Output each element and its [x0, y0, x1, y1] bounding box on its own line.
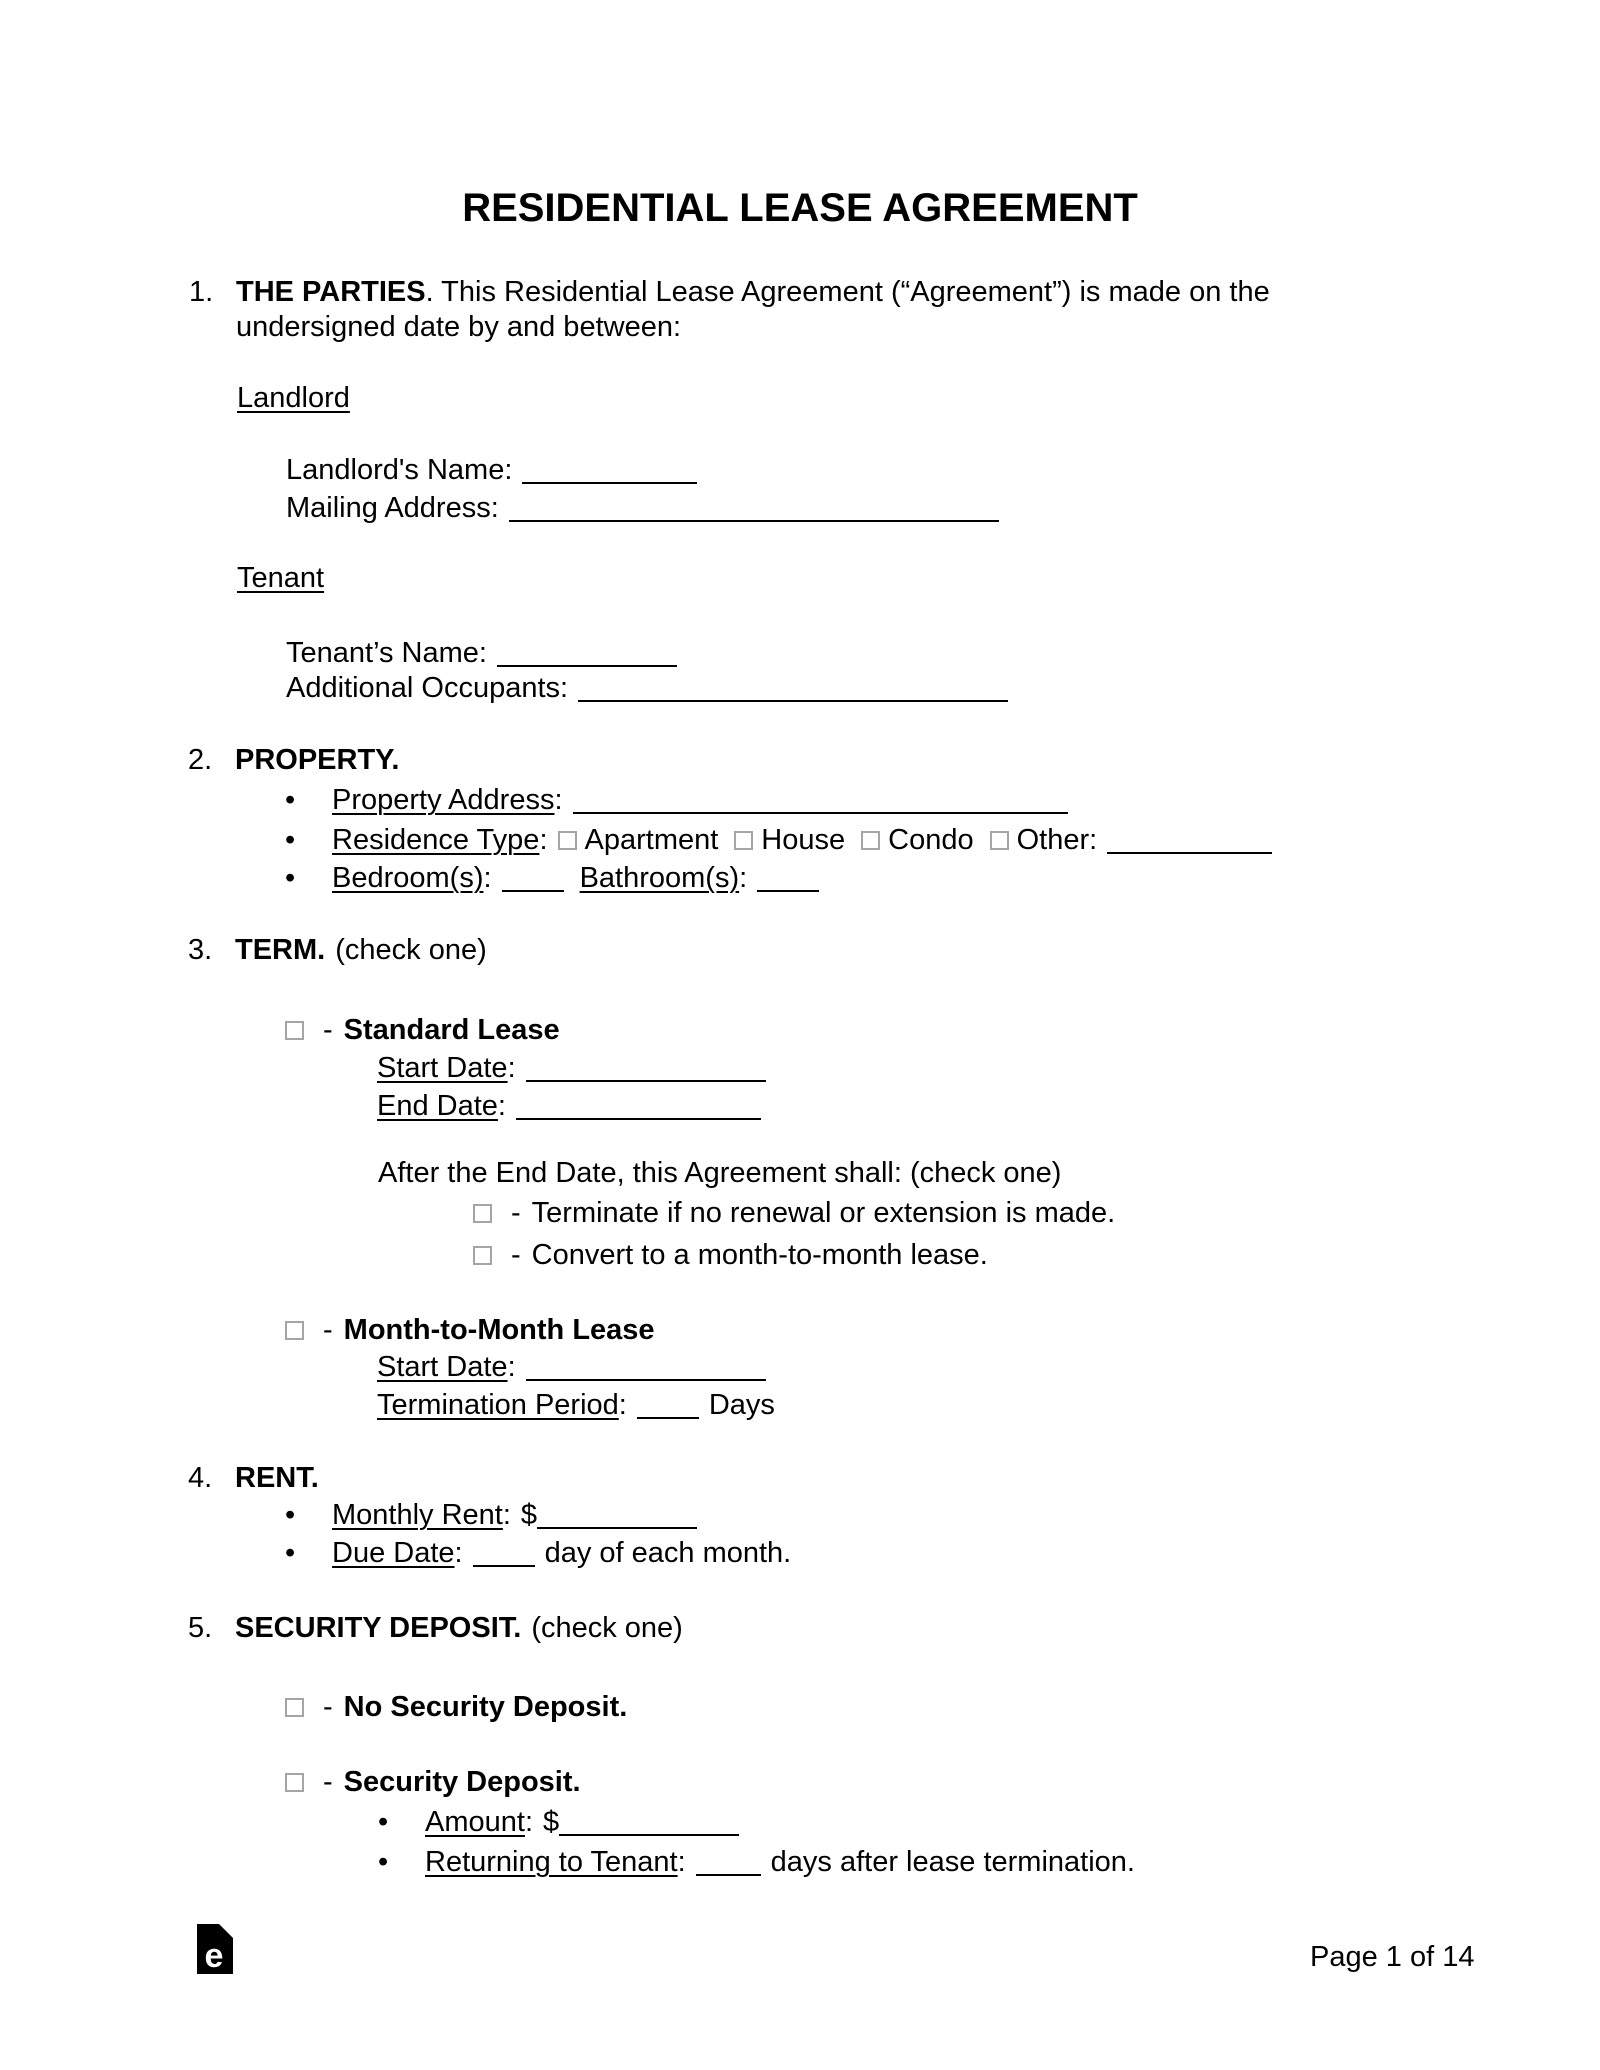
- blank-residence-other: [1107, 842, 1272, 854]
- blank-due-date: [473, 1555, 535, 1567]
- colon: :: [507, 1052, 516, 1084]
- document-title: RESIDENTIAL LEASE AGREEMENT: [462, 186, 1138, 230]
- property-address-row: [285, 782, 1068, 818]
- checkbox-security-deposit[interactable]: [285, 1773, 304, 1792]
- section-number: 5.: [188, 1612, 213, 1644]
- deposit-option-row: [285, 1764, 581, 1800]
- deposit-amount-row: [378, 1804, 739, 1840]
- blank-m2m-start-date: [526, 1369, 766, 1381]
- colon: :: [502, 1499, 511, 1531]
- dash: -: [323, 1766, 333, 1798]
- property-heading: PROPERTY.: [235, 744, 400, 776]
- bathrooms-label: Bathroom(s): [579, 862, 740, 894]
- dash: -: [511, 1239, 521, 1271]
- deposit-heading: SECURITY DEPOSIT.: [235, 1612, 522, 1644]
- dash: -: [323, 1014, 333, 1046]
- deposit-heading-row: [188, 1610, 683, 1646]
- bullet-dot: •: [285, 1537, 296, 1569]
- standard-lease-label: Standard Lease: [343, 1014, 560, 1046]
- blank-bedrooms: [502, 880, 564, 892]
- termination-period-suffix: Days: [708, 1389, 775, 1421]
- no-deposit-option-row: [285, 1689, 627, 1725]
- convert-option-label: Convert to a month-to-month lease.: [531, 1239, 988, 1271]
- logo-letter: e: [204, 1937, 224, 1974]
- residence-type-row: [285, 822, 1272, 858]
- page-number: Page 1 of 14: [1310, 1941, 1475, 1973]
- blank-property-address: [573, 802, 1068, 814]
- property-address-label: Property Address: [332, 784, 555, 816]
- after-end-date-line: After the End Date, this Agreement shall: (check one): [378, 1157, 1062, 1189]
- checkbox-no-security-deposit[interactable]: [285, 1698, 304, 1717]
- checkbox-other[interactable]: [990, 831, 1009, 850]
- parties-intro-text: . This Residential Lease Agreement (“Agreement”) is made on the: [425, 276, 1270, 308]
- additional-occupants-label: Additional Occupants:: [286, 672, 569, 704]
- dash: -: [323, 1691, 333, 1723]
- blank-termination-period: [637, 1407, 699, 1419]
- bullet-dot: •: [378, 1806, 389, 1838]
- bullet-dot: •: [285, 784, 296, 816]
- rent-heading: RENT.: [235, 1462, 319, 1494]
- option-condo-label: Condo: [888, 824, 974, 856]
- dash: -: [323, 1314, 333, 1346]
- returning-row: [378, 1844, 1135, 1880]
- term-heading-suffix: (check one): [335, 934, 487, 966]
- colon: :: [618, 1389, 627, 1421]
- property-heading-row: [188, 742, 399, 778]
- additional-occupants-row: [286, 670, 1008, 706]
- terminate-option-row: [473, 1195, 1115, 1231]
- colon: :: [507, 1351, 516, 1383]
- standard-lease-option-row: [285, 1012, 560, 1048]
- blank-standard-start-date: [526, 1070, 766, 1082]
- colon: :: [524, 1806, 534, 1838]
- monthly-rent-label: Monthly Rent: [332, 1499, 503, 1531]
- section-number: 4.: [188, 1462, 213, 1494]
- blank-standard-end-date: [516, 1108, 761, 1120]
- landlord-name-label: Landlord's Name:: [286, 454, 513, 486]
- tenant-heading: Tenant: [237, 562, 325, 594]
- month-to-month-label: Month-to-Month Lease: [343, 1314, 655, 1346]
- landlord-name-row: [286, 452, 697, 488]
- blank-tenant-name: [497, 655, 677, 667]
- checkbox-terminate[interactable]: [473, 1204, 492, 1223]
- bullet-dot: •: [378, 1846, 389, 1878]
- due-date-label: Due Date: [332, 1537, 455, 1569]
- monthly-rent-row: [285, 1497, 697, 1533]
- deposit-label: Security Deposit.: [343, 1766, 581, 1798]
- parties-heading-row: [189, 274, 1270, 310]
- checkbox-house[interactable]: [734, 831, 753, 850]
- blank-returning-days: [696, 1864, 761, 1876]
- option-house-label: House: [761, 824, 846, 856]
- colon: :: [483, 862, 492, 894]
- checkbox-apartment[interactable]: [558, 831, 577, 850]
- deposit-heading-suffix: (check one): [531, 1612, 683, 1644]
- blank-bathrooms: [757, 880, 819, 892]
- option-apartment-label: Apartment: [584, 824, 719, 856]
- colon: :: [739, 862, 748, 894]
- standard-start-date-row: [377, 1050, 766, 1086]
- bedrooms-bathrooms-row: [285, 860, 819, 896]
- bullet-dot: •: [285, 824, 296, 856]
- termination-period-label: Termination Period: [377, 1389, 619, 1421]
- convert-option-row: [473, 1237, 988, 1273]
- amount-label: Amount: [425, 1806, 525, 1838]
- colon: :: [539, 824, 548, 856]
- mailing-address-row: [286, 490, 999, 526]
- m2m-start-date-row: [377, 1349, 766, 1385]
- term-heading: TERM.: [235, 934, 326, 966]
- blank-monthly-rent: [537, 1517, 697, 1529]
- no-deposit-label: No Security Deposit.: [343, 1691, 628, 1723]
- colon: :: [497, 1090, 506, 1122]
- colon: :: [677, 1846, 686, 1878]
- residence-type-label: Residence Type: [332, 824, 540, 856]
- blank-deposit-amount: [559, 1824, 739, 1836]
- bedrooms-label: Bedroom(s): [332, 862, 484, 894]
- dollar-sign: $: [543, 1806, 560, 1838]
- section-number: 3.: [188, 934, 213, 966]
- bullet-dot: •: [285, 1499, 296, 1531]
- start-date-label: Start Date: [377, 1052, 508, 1084]
- term-heading-row: [188, 932, 487, 968]
- returning-suffix: days after lease termination.: [770, 1846, 1135, 1878]
- section-number: 1.: [189, 276, 214, 308]
- colon: :: [554, 784, 563, 816]
- end-date-label: End Date: [377, 1090, 498, 1122]
- dollar-sign: $: [520, 1499, 538, 1531]
- blank-mailing-address: [509, 510, 999, 522]
- checkbox-standard-lease[interactable]: [285, 1021, 304, 1040]
- termination-period-row: [377, 1387, 775, 1423]
- checkbox-convert[interactable]: [473, 1246, 492, 1265]
- standard-end-date-row: [377, 1088, 761, 1124]
- checkbox-month-to-month[interactable]: [285, 1321, 304, 1340]
- terminate-option-label: Terminate if no renewal or extension is made.: [531, 1197, 1116, 1229]
- parties-heading: THE PARTIES: [236, 276, 426, 308]
- eforms-logo-icon: [197, 1924, 233, 1982]
- checkbox-condo[interactable]: [861, 831, 880, 850]
- section-number: 2.: [188, 744, 213, 776]
- blank-additional-occupants: [578, 690, 1008, 702]
- due-date-suffix: day of each month.: [544, 1537, 792, 1569]
- rent-heading-row: [188, 1460, 319, 1496]
- tenant-name-label: Tenant’s Name:: [286, 637, 487, 669]
- bullet-dot: •: [285, 862, 296, 894]
- blank-landlord-name: [522, 472, 697, 484]
- parties-intro-line2: undersigned date by and between:: [236, 311, 682, 343]
- due-date-row: [285, 1535, 791, 1571]
- mailing-address-label: Mailing Address:: [286, 492, 499, 524]
- tenant-name-row: [286, 635, 677, 671]
- start-date-label: Start Date: [377, 1351, 508, 1383]
- option-other-label: Other:: [1016, 824, 1098, 856]
- returning-label: Returning to Tenant: [425, 1846, 678, 1878]
- dash: -: [511, 1197, 521, 1229]
- colon: :: [454, 1537, 463, 1569]
- month-to-month-option-row: [285, 1312, 655, 1348]
- landlord-heading: Landlord: [237, 382, 350, 414]
